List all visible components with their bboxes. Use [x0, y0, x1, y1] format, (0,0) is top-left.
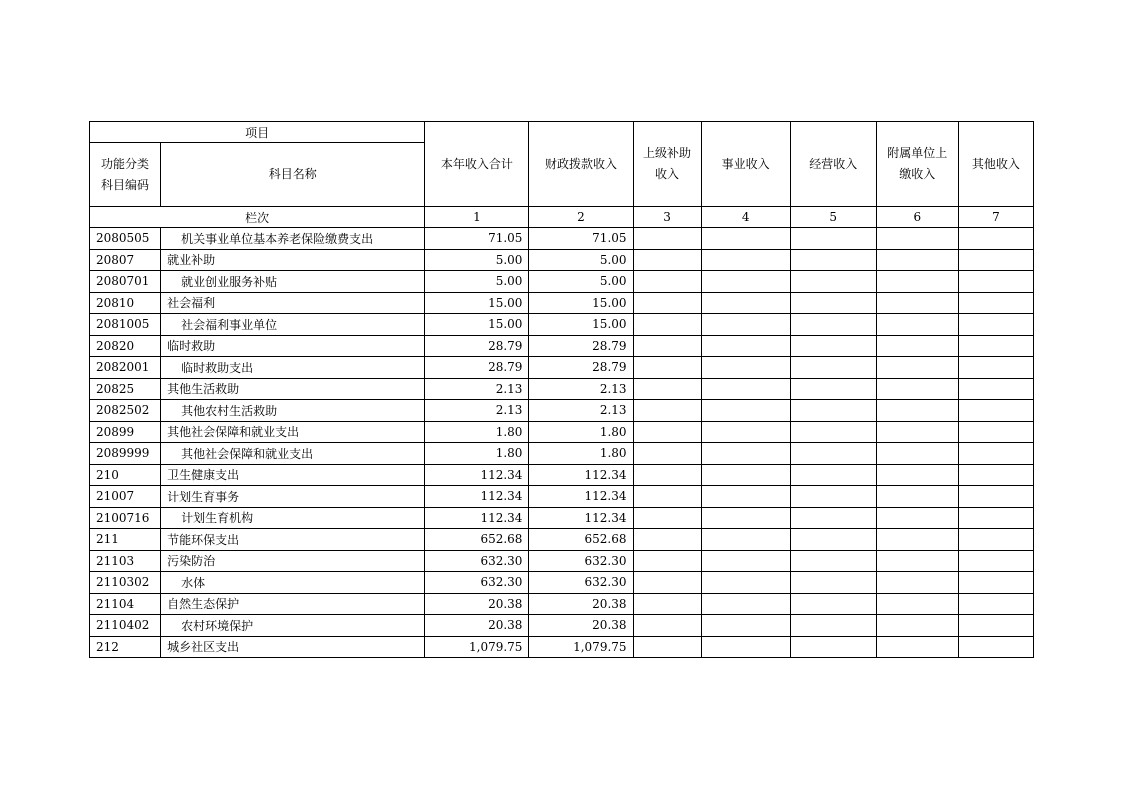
fiscal-income-cell: 1.80 — [529, 421, 633, 443]
operating-income-header: 经营收入 — [790, 122, 876, 207]
other-income-cell — [958, 228, 1033, 250]
subject-name-cell: 农村环境保护 — [161, 615, 425, 637]
operating-income-cell — [790, 507, 876, 529]
total-income-cell: 1,079.75 — [425, 636, 529, 658]
func-code-line-2: 科目编码 — [101, 177, 150, 192]
subject-code-cell: 2081005 — [90, 314, 161, 336]
upper-subsidy-cell — [633, 357, 701, 379]
table-row — [90, 271, 1034, 293]
business-income-cell — [701, 228, 790, 250]
total-income-cell: 20.38 — [425, 593, 529, 615]
table-row — [90, 228, 1034, 250]
affiliated-income-cell — [876, 615, 958, 637]
total-income-cell: 20.38 — [425, 615, 529, 637]
upper-subsidy-cell — [633, 550, 701, 572]
other-income-cell — [958, 400, 1033, 422]
affiliated-income-cell — [876, 400, 958, 422]
budget-sheet — [89, 121, 1034, 658]
subject-name-cell: 其他农村生活救助 — [161, 400, 425, 422]
affiliated-income-cell — [876, 378, 958, 400]
item-header: 项目 — [90, 122, 425, 143]
affiliated-income-cell — [876, 249, 958, 271]
operating-income-cell — [790, 464, 876, 486]
subject-name-cell: 计划生育事务 — [161, 486, 425, 508]
other-income-cell — [958, 486, 1033, 508]
fiscal-income-cell: 1,079.75 — [529, 636, 633, 658]
total-income-cell: 632.30 — [425, 550, 529, 572]
table-row — [90, 636, 1034, 658]
subject-code-cell: 20820 — [90, 335, 161, 357]
fiscal-income-cell: 112.34 — [529, 464, 633, 486]
fiscal-income-cell: 15.00 — [529, 292, 633, 314]
affiliated-income-cell — [876, 486, 958, 508]
operating-income-cell — [790, 292, 876, 314]
total-income-cell: 28.79 — [425, 357, 529, 379]
subject-code-cell: 2110402 — [90, 615, 161, 637]
other-income-cell — [958, 378, 1033, 400]
fiscal-income-cell: 71.05 — [529, 228, 633, 250]
total-income-cell: 15.00 — [425, 314, 529, 336]
table-row — [90, 357, 1034, 379]
total-income-cell: 1.80 — [425, 443, 529, 465]
upper-subsidy-cell — [633, 335, 701, 357]
total-income-cell: 71.05 — [425, 228, 529, 250]
table-row — [90, 400, 1034, 422]
affiliated-line-2: 缴收入 — [899, 167, 936, 181]
business-income-cell — [701, 615, 790, 637]
upper-subsidy-cell — [633, 572, 701, 594]
subject-code-cell: 20807 — [90, 249, 161, 271]
operating-income-cell — [790, 357, 876, 379]
table-row — [90, 335, 1034, 357]
total-income-cell: 112.34 — [425, 464, 529, 486]
total-income-cell: 28.79 — [425, 335, 529, 357]
business-income-cell — [701, 378, 790, 400]
fiscal-income-cell: 20.38 — [529, 593, 633, 615]
upper-subsidy-cell — [633, 228, 701, 250]
affiliated-income-cell — [876, 507, 958, 529]
business-income-cell — [701, 529, 790, 551]
business-income-cell — [701, 443, 790, 465]
subject-name-cell: 计划生育机构 — [161, 507, 425, 529]
table-row — [90, 443, 1034, 465]
operating-income-cell — [790, 421, 876, 443]
fiscal-income-header: 财政拨款收入 — [529, 122, 633, 207]
affiliated-income-cell — [876, 335, 958, 357]
table-row — [90, 572, 1034, 594]
subject-code-cell: 20810 — [90, 292, 161, 314]
subject-name-cell: 城乡社区支出 — [161, 636, 425, 658]
business-income-cell — [701, 486, 790, 508]
subject-code-cell: 2082001 — [90, 357, 161, 379]
fiscal-income-cell: 1.80 — [529, 443, 633, 465]
table-row — [90, 292, 1034, 314]
fiscal-income-cell: 5.00 — [529, 271, 633, 293]
business-income-cell — [701, 357, 790, 379]
table-row — [90, 378, 1034, 400]
fiscal-income-cell: 112.34 — [529, 507, 633, 529]
upper-subsidy-cell — [633, 486, 701, 508]
other-income-cell — [958, 507, 1033, 529]
business-income-cell — [701, 335, 790, 357]
affiliated-income-cell — [876, 529, 958, 551]
other-income-cell — [958, 421, 1033, 443]
table-row — [90, 593, 1034, 615]
operating-income-cell — [790, 249, 876, 271]
affiliated-income-cell — [876, 314, 958, 336]
table-body — [90, 228, 1034, 658]
affiliated-line-1: 附属单位上 — [887, 146, 948, 160]
other-income-cell — [958, 357, 1033, 379]
operating-income-cell — [790, 400, 876, 422]
subject-name-cell: 社会福利事业单位 — [161, 314, 425, 336]
upper-subsidy-header — [633, 122, 701, 207]
other-income-cell — [958, 271, 1033, 293]
operating-income-cell — [790, 314, 876, 336]
other-income-cell — [958, 292, 1033, 314]
upper-subsidy-cell — [633, 507, 701, 529]
business-income-cell — [701, 249, 790, 271]
subject-code-cell: 2110302 — [90, 572, 161, 594]
upper-subsidy-cell — [633, 615, 701, 637]
operating-income-cell — [790, 550, 876, 572]
affiliated-income-cell — [876, 572, 958, 594]
upper-subsidy-cell — [633, 421, 701, 443]
affiliated-income-cell — [876, 550, 958, 572]
operating-income-cell — [790, 572, 876, 594]
operating-income-cell — [790, 378, 876, 400]
subject-code-cell: 2100716 — [90, 507, 161, 529]
total-income-cell: 652.68 — [425, 529, 529, 551]
sequence-label: 栏次 — [90, 207, 425, 228]
sequence-col-5: 5 — [790, 207, 876, 228]
subject-name-cell: 临时救助 — [161, 335, 425, 357]
other-income-cell — [958, 550, 1033, 572]
subject-name-cell: 就业补助 — [161, 249, 425, 271]
subject-name-cell: 自然生态保护 — [161, 593, 425, 615]
subject-code-cell: 2080505 — [90, 228, 161, 250]
fiscal-income-cell: 2.13 — [529, 400, 633, 422]
operating-income-cell — [790, 486, 876, 508]
operating-income-cell — [790, 529, 876, 551]
operating-income-cell — [790, 271, 876, 293]
total-income-cell: 112.34 — [425, 486, 529, 508]
fiscal-income-cell: 20.38 — [529, 615, 633, 637]
operating-income-cell — [790, 335, 876, 357]
subject-code-cell: 20825 — [90, 378, 161, 400]
affiliated-income-cell — [876, 421, 958, 443]
sequence-col-1: 1 — [425, 207, 529, 228]
affiliated-income-cell — [876, 443, 958, 465]
upper-subsidy-cell — [633, 443, 701, 465]
other-income-cell — [958, 593, 1033, 615]
subject-name-cell: 就业创业服务补贴 — [161, 271, 425, 293]
business-income-cell — [701, 572, 790, 594]
total-income-cell: 5.00 — [425, 271, 529, 293]
affiliated-income-cell — [876, 271, 958, 293]
subject-name-cell: 临时救助支出 — [161, 357, 425, 379]
upper-subsidy-cell — [633, 529, 701, 551]
business-income-cell — [701, 464, 790, 486]
fiscal-income-cell: 15.00 — [529, 314, 633, 336]
sequence-col-6: 6 — [876, 207, 958, 228]
subject-name-cell: 其他生活救助 — [161, 378, 425, 400]
table-row — [90, 249, 1034, 271]
subject-name-cell: 其他社会保障和就业支出 — [161, 421, 425, 443]
operating-income-cell — [790, 593, 876, 615]
other-income-header: 其他收入 — [958, 122, 1033, 207]
table-row — [90, 421, 1034, 443]
fiscal-income-cell: 28.79 — [529, 357, 633, 379]
fiscal-income-cell: 652.68 — [529, 529, 633, 551]
business-income-cell — [701, 400, 790, 422]
subject-name-cell: 水体 — [161, 572, 425, 594]
upper-subsidy-cell — [633, 249, 701, 271]
subject-code-cell: 211 — [90, 529, 161, 551]
business-income-cell — [701, 550, 790, 572]
affiliated-income-cell — [876, 292, 958, 314]
subject-code-cell: 2082502 — [90, 400, 161, 422]
other-income-cell — [958, 572, 1033, 594]
subject-code-cell: 2089999 — [90, 443, 161, 465]
other-income-cell — [958, 464, 1033, 486]
fiscal-income-cell: 28.79 — [529, 335, 633, 357]
upper-subsidy-line-1: 上级补助 — [643, 146, 692, 160]
affiliated-income-header — [876, 122, 958, 207]
fiscal-income-cell: 632.30 — [529, 572, 633, 594]
upper-subsidy-cell — [633, 593, 701, 615]
subject-name-header: 科目名称 — [161, 143, 425, 207]
subject-code-cell: 2080701 — [90, 271, 161, 293]
business-income-cell — [701, 271, 790, 293]
fiscal-income-cell: 632.30 — [529, 550, 633, 572]
table-row — [90, 314, 1034, 336]
other-income-cell — [958, 249, 1033, 271]
sequence-col-4: 4 — [701, 207, 790, 228]
sequence-row — [90, 207, 1034, 228]
total-income-cell: 2.13 — [425, 378, 529, 400]
subject-name-cell: 节能环保支出 — [161, 529, 425, 551]
upper-subsidy-cell — [633, 400, 701, 422]
sequence-col-2: 2 — [529, 207, 633, 228]
total-income-cell: 1.80 — [425, 421, 529, 443]
upper-subsidy-cell — [633, 464, 701, 486]
operating-income-cell — [790, 443, 876, 465]
subject-code-cell: 20899 — [90, 421, 161, 443]
operating-income-cell — [790, 615, 876, 637]
affiliated-income-cell — [876, 636, 958, 658]
other-income-cell — [958, 529, 1033, 551]
other-income-cell — [958, 314, 1033, 336]
business-income-cell — [701, 314, 790, 336]
table-row — [90, 464, 1034, 486]
subject-name-cell: 污染防治 — [161, 550, 425, 572]
business-income-cell — [701, 292, 790, 314]
upper-subsidy-cell — [633, 378, 701, 400]
fiscal-income-cell: 112.34 — [529, 486, 633, 508]
income-budget-table — [89, 121, 1034, 658]
subject-code-cell: 21007 — [90, 486, 161, 508]
total-income-cell: 112.34 — [425, 507, 529, 529]
sequence-col-3: 3 — [633, 207, 701, 228]
affiliated-income-cell — [876, 593, 958, 615]
subject-name-cell: 其他社会保障和就业支出 — [161, 443, 425, 465]
subject-name-cell: 机关事业单位基本养老保险缴费支出 — [161, 228, 425, 250]
business-income-cell — [701, 593, 790, 615]
business-income-cell — [701, 507, 790, 529]
sequence-col-7: 7 — [958, 207, 1033, 228]
table-row — [90, 550, 1034, 572]
subject-code-cell: 212 — [90, 636, 161, 658]
operating-income-cell — [790, 636, 876, 658]
subject-code-cell: 210 — [90, 464, 161, 486]
table-row — [90, 615, 1034, 637]
subject-code-cell: 21104 — [90, 593, 161, 615]
table-row — [90, 486, 1034, 508]
other-income-cell — [958, 335, 1033, 357]
other-income-cell — [958, 615, 1033, 637]
table-row — [90, 507, 1034, 529]
affiliated-income-cell — [876, 228, 958, 250]
upper-subsidy-line-2: 收入 — [655, 167, 680, 181]
total-income-cell: 5.00 — [425, 249, 529, 271]
fiscal-income-cell: 5.00 — [529, 249, 633, 271]
total-income-cell: 15.00 — [425, 292, 529, 314]
subject-name-cell: 卫生健康支出 — [161, 464, 425, 486]
fiscal-income-cell: 2.13 — [529, 378, 633, 400]
upper-subsidy-cell — [633, 314, 701, 336]
total-income-cell: 2.13 — [425, 400, 529, 422]
upper-subsidy-cell — [633, 292, 701, 314]
func-code-line-1: 功能分类 — [101, 156, 150, 171]
upper-subsidy-cell — [633, 271, 701, 293]
total-income-header: 本年收入合计 — [425, 122, 529, 207]
affiliated-income-cell — [876, 464, 958, 486]
total-income-cell: 632.30 — [425, 572, 529, 594]
upper-subsidy-cell — [633, 636, 701, 658]
func-code-header — [90, 143, 161, 207]
subject-name-cell: 社会福利 — [161, 292, 425, 314]
business-income-header: 事业收入 — [701, 122, 790, 207]
operating-income-cell — [790, 228, 876, 250]
table-row — [90, 529, 1034, 551]
other-income-cell — [958, 636, 1033, 658]
other-income-cell — [958, 443, 1033, 465]
business-income-cell — [701, 421, 790, 443]
subject-code-cell: 21103 — [90, 550, 161, 572]
business-income-cell — [701, 636, 790, 658]
affiliated-income-cell — [876, 357, 958, 379]
